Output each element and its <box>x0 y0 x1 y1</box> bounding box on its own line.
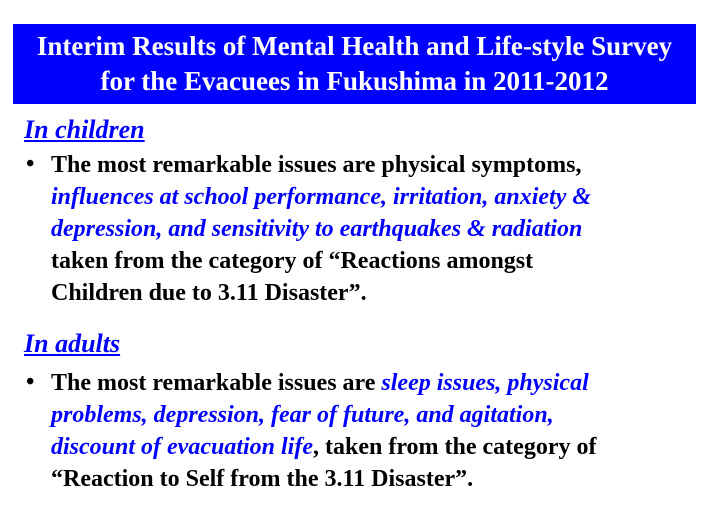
children-bullet-icon: • <box>26 151 35 177</box>
adults-line-1-highlight: sleep issues, physical <box>381 370 589 396</box>
adults-line-3 <box>51 431 701 463</box>
children-line-5: Children due to 3.11 Disaster”. <box>51 280 367 306</box>
adults-line-4: “Reaction to Self from the 3.11 Disaster”. <box>51 466 474 492</box>
title-banner <box>13 24 696 104</box>
children-line-4: taken from the category of “Reactions amongst <box>51 248 534 274</box>
children-bullet-text <box>51 149 701 309</box>
adults-line-1 <box>51 367 701 399</box>
children-line-3: depression, and sensitivity to earthquakes & radiation <box>51 216 583 242</box>
adults-line-3-highlight: discount of evacuation life <box>51 434 313 460</box>
title-line-1: Interim Results of Mental Health and Life-style Survey <box>36 31 673 61</box>
children-line-2: influences at school performance, irritation, anxiety & <box>51 184 592 210</box>
adults-line-2: problems, depression, fear of future, and agitation, <box>51 402 554 428</box>
adults-line-1-plain: The most remarkable issues are <box>51 370 382 396</box>
adults-heading: In adults <box>24 329 121 358</box>
adults-bullet-icon: • <box>26 369 35 395</box>
children-line-1: The most remarkable issues are physical symptoms, <box>51 152 582 178</box>
adults-line-3-plain: , taken from the category of <box>312 434 597 460</box>
children-heading: In children <box>24 115 145 144</box>
title-line-2: for the Evacuees in Fukushima in 2011-2012 <box>100 66 609 96</box>
adults-bullet-text <box>51 367 701 495</box>
